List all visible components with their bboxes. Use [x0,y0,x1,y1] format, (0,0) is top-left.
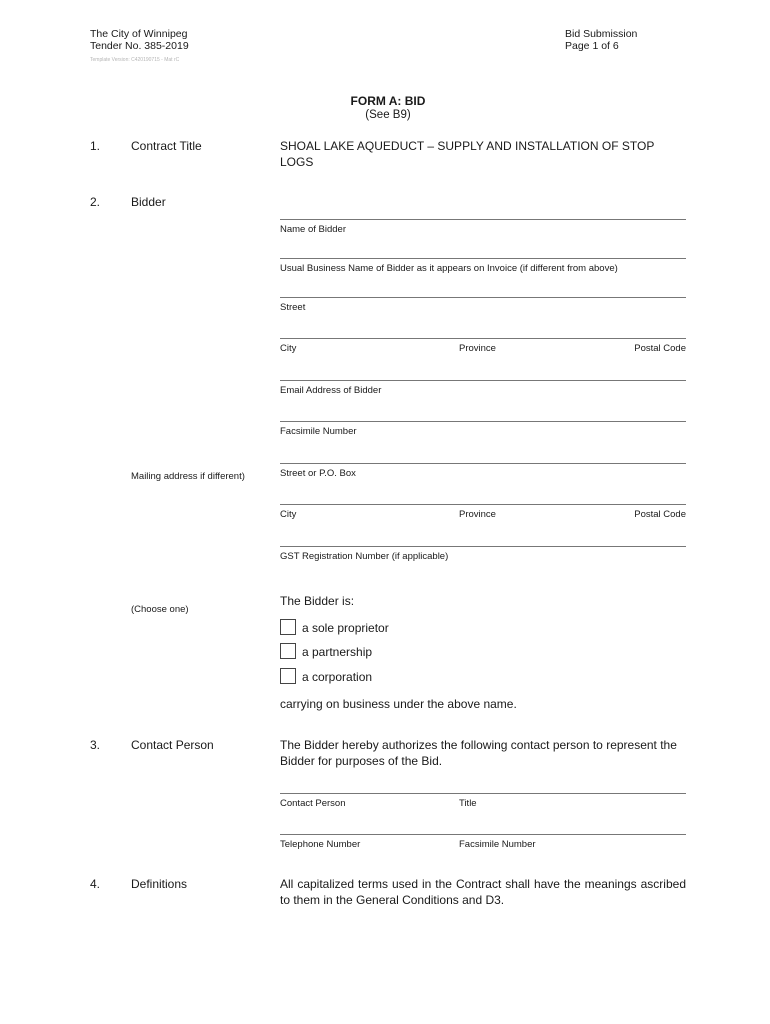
partnership-checkbox[interactable] [280,643,296,659]
telephone-line[interactable] [280,834,686,835]
email-line[interactable] [280,380,686,381]
mailing-street-caption: Street or P.O. Box [280,468,356,479]
usual-name-line[interactable] [280,258,686,259]
contract-title: SHOAL LAKE AQUEDUCT – SUPPLY AND INSTALLATION OF STOP LOGS [280,139,655,169]
fax-caption: Facsimile Number [280,426,357,437]
section-2-number: 2. [90,195,101,209]
choose-one-label: (Choose one) [131,604,189,615]
city-caption: City [280,343,297,354]
postal-caption: Postal Code [634,343,686,354]
usual-name-caption: Usual Business Name of Bidder as it appears on Invoice (if different from above) [280,263,618,274]
doc-type: Bid Submission [565,28,638,40]
province-caption: Province [459,343,496,354]
mailing-address-label: Mailing address if different) [131,471,245,482]
bidder-name-caption: Name of Bidder [280,224,347,235]
bidder-is-text: The Bidder is: [280,594,355,608]
section-3-number: 3. [90,738,101,752]
partnership-label: a partnership [302,645,373,659]
contact-fax-caption: Facsimile Number [459,839,536,850]
street-line[interactable] [280,297,686,298]
page-number: Page 1 of 6 [565,40,619,52]
contact-person-caption: Contact Person [280,798,346,809]
gst-line[interactable] [280,546,686,547]
tender-number: Tender No. 385-2019 [90,40,189,52]
carrying-on-text: carrying on business under the above name. [280,697,517,711]
mailing-city-line[interactable] [280,504,686,505]
telephone-caption: Telephone Number [280,839,361,850]
mailing-city-caption: City [280,509,297,520]
sole-proprietor-label: a sole proprietor [302,621,389,635]
section-1-label: Contract Title [131,139,202,153]
form-title: FORM A: BID [350,94,426,108]
title-caption: Title [459,798,477,809]
section-3-label: Contact Person [131,738,214,752]
contact-person-line[interactable] [280,793,686,794]
fax-line[interactable] [280,421,686,422]
form-subtitle: (See B9) [365,109,411,121]
mailing-province-caption: Province [459,509,496,520]
sole-proprietor-checkbox[interactable] [280,619,296,635]
mailing-street-line[interactable] [280,463,686,464]
corporation-checkbox[interactable] [280,668,296,684]
street-caption: Street [280,302,306,313]
section-2-label: Bidder [131,195,166,209]
gst-caption: GST Registration Number (if applicable) [280,551,449,562]
definitions-text: All capitalized terms used in the Contract shall have the meanings ascribed to them in the General Conditions and D3. [280,877,686,907]
city-line[interactable] [280,338,686,339]
bidder-name-line[interactable] [280,219,686,220]
org-name: The City of Winnipeg [90,28,188,40]
template-version: Template Version: C420190715 - Mat rC [90,57,180,63]
contact-person-text: The Bidder hereby authorizes the following contact person to represent the Bidder for purposes of the Bid. [280,738,677,768]
section-1-number: 1. [90,139,101,153]
corporation-label: a corporation [302,670,373,684]
section-4-number: 4. [90,877,101,891]
email-caption: Email Address of Bidder [280,385,382,396]
mailing-postal-caption: Postal Code [634,509,686,520]
section-4-label: Definitions [131,877,188,891]
